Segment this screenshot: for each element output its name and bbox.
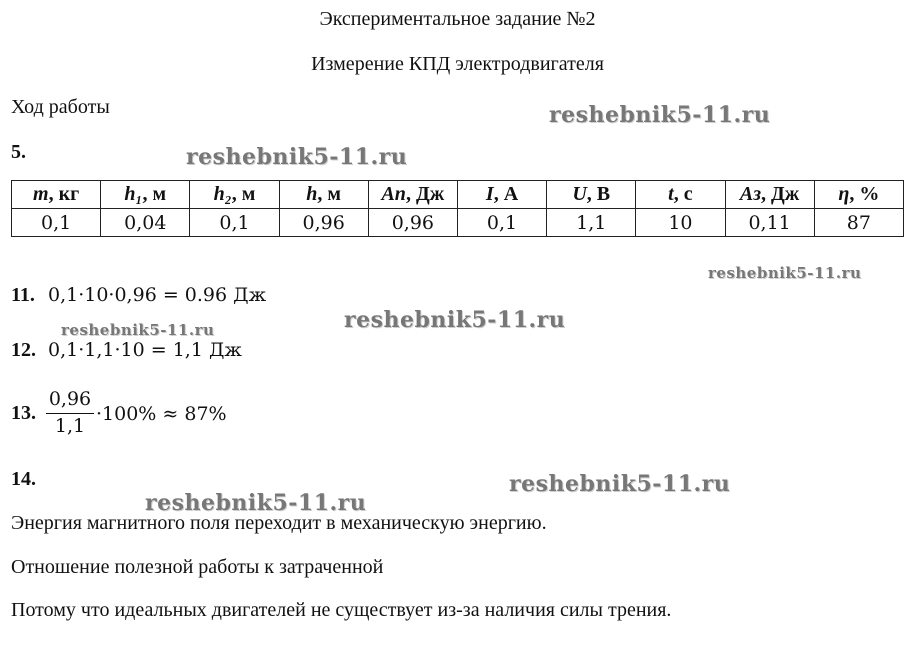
header-unit: , м — [231, 183, 256, 205]
answer-text: Отношение полезной работы к затраченной — [11, 556, 384, 578]
step-12-number: 12. — [11, 339, 36, 361]
table-cell: 0,1 — [12, 209, 101, 237]
table-cell: 10 — [636, 209, 725, 237]
fraction-bar — [46, 413, 94, 414]
header-unit: , м — [142, 183, 167, 205]
watermark: reshebnik5-11.ru — [344, 307, 566, 333]
watermark: reshebnik5-11.ru — [509, 471, 731, 497]
header-unit: , м — [317, 183, 342, 205]
step-13-number: 13. — [11, 402, 36, 424]
table-header-cell — [279, 181, 368, 209]
header-symbol: t — [668, 183, 674, 205]
table-header-cell — [12, 181, 101, 209]
table-header-cell — [457, 181, 546, 209]
table-header-cell — [368, 181, 457, 209]
efficiency-fraction — [46, 388, 94, 439]
header-symbol: U — [572, 183, 587, 205]
header-unit: , В — [586, 183, 611, 205]
fraction-numerator: 0,96 — [48, 388, 92, 410]
answer-text: Энергия магнитного поля переходит в механическую энергию. — [11, 512, 547, 534]
watermark: reshebnik5-11.ru — [145, 490, 367, 516]
header-unit: , А — [493, 183, 519, 205]
table-header-cell — [101, 181, 190, 209]
step-14-number: 14. — [11, 468, 36, 490]
header-symbol: h₂ — [213, 183, 232, 205]
table-cell: 87 — [814, 209, 903, 237]
table-header-row — [12, 181, 904, 209]
table-header-cell — [814, 181, 903, 209]
header-unit: , с — [673, 183, 693, 205]
table-cell: 0,1 — [190, 209, 279, 237]
document-title: Экспериментальное задание №2 — [319, 8, 596, 30]
table-cell: 0,96 — [368, 209, 457, 237]
watermark: reshebnik5-11.ru — [186, 144, 408, 170]
step-13-formula-rest: ·100% ≈ 87% — [96, 403, 227, 425]
document-subtitle: Измерение КПД электродвигателя — [311, 53, 604, 75]
header-symbol: Aп — [381, 183, 406, 205]
table-cell: 0,04 — [101, 209, 190, 237]
step-11-formula: 0,1·10·0,96 = 0.96 Дж — [48, 284, 267, 306]
watermark: reshebnik5-11.ru — [708, 264, 862, 282]
table-header-cell — [725, 181, 814, 209]
header-symbol: I — [485, 183, 494, 205]
measurements-table — [11, 180, 904, 237]
table-cell: 1,1 — [547, 209, 636, 237]
header-unit: , Дж — [761, 183, 800, 205]
header-unit: , кг — [48, 183, 80, 205]
procedure-label: Ход работы — [11, 96, 110, 118]
fraction-denominator: 1,1 — [54, 415, 86, 437]
table-header-cell — [636, 181, 725, 209]
header-symbol: m — [33, 183, 49, 205]
step-12-formula: 0,1·1,1·10 = 1,1 Дж — [48, 339, 242, 361]
watermark: reshebnik5-11.ru — [549, 102, 771, 128]
answer-text: Потому что идеальных двигателей не существует из-за наличия силы трения. — [11, 599, 672, 621]
step-11-number: 11. — [11, 284, 35, 306]
header-unit: , Дж — [405, 183, 445, 205]
watermark: reshebnik5-11.ru — [61, 321, 215, 339]
table-cell: 0,1 — [457, 209, 546, 237]
header-symbol: h — [306, 183, 318, 205]
step-5-number: 5. — [11, 141, 26, 163]
table-header-cell — [190, 181, 279, 209]
header-symbol: Aз — [739, 183, 762, 205]
table-cell: 0,96 — [279, 209, 368, 237]
table-header-cell — [547, 181, 636, 209]
table-row — [12, 209, 904, 237]
header-unit: , % — [849, 183, 880, 205]
table-cell: 0,11 — [725, 209, 814, 237]
header-symbol: η — [838, 183, 850, 205]
header-symbol: h₁ — [124, 183, 143, 205]
